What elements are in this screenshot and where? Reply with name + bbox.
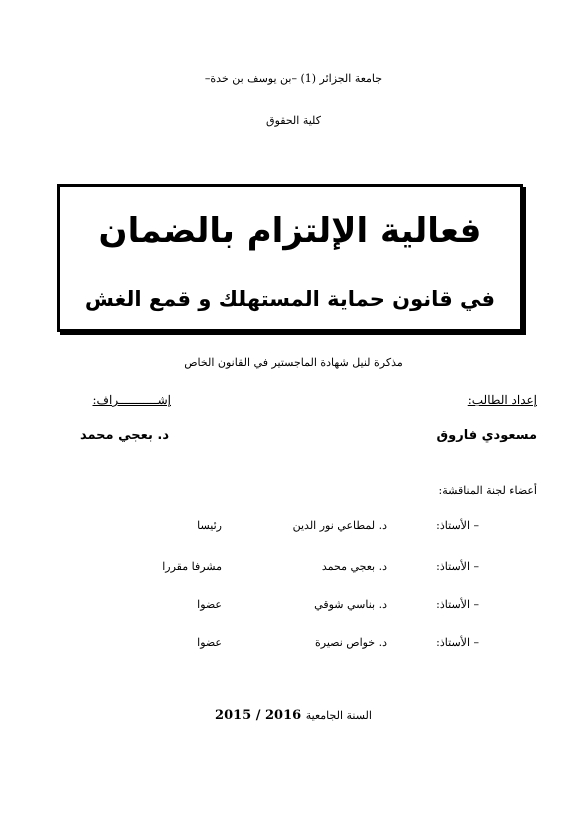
title-box bbox=[57, 184, 523, 332]
committee-title: – الأستاذ: bbox=[436, 598, 479, 611]
committee-name: د. بعجي محمد bbox=[321, 560, 387, 573]
supervision-label: إشـــــــــــراف: bbox=[92, 393, 171, 407]
committee-row bbox=[0, 598, 587, 616]
university-name: جامعة الجزائر (1) –بن يوسف بن خدة– bbox=[204, 72, 383, 85]
committee-name: د. بناسي شوقي bbox=[314, 598, 387, 611]
committee-title: – الأستاذ: bbox=[436, 519, 479, 532]
thesis-subtitle: في قانون حماية المستهلك و قمع الغش bbox=[84, 287, 496, 311]
committee-title: – الأستاذ: bbox=[436, 560, 479, 573]
committee-label: أعضاء لجنة المناقشة: bbox=[438, 484, 537, 497]
committee-row bbox=[0, 560, 587, 578]
committee-name: د. خواص نصيرة bbox=[315, 636, 387, 649]
committee-role: عضوا bbox=[197, 598, 222, 611]
faculty-name: كلية الحقوق bbox=[266, 114, 321, 127]
committee-row bbox=[0, 519, 587, 537]
committee-role: رئيسا bbox=[197, 519, 222, 532]
academic-year-label: السنة الجامعية bbox=[305, 709, 372, 722]
committee-role: مشرفا مقررا bbox=[162, 560, 222, 573]
student-name: مسعودي فاروق bbox=[436, 428, 537, 443]
academic-year bbox=[0, 708, 587, 723]
prepared-by-label: إعداد الطالب: bbox=[467, 393, 537, 407]
thesis-title: فعالية الإلتزام بالضمان bbox=[98, 211, 482, 251]
committee-row bbox=[0, 636, 587, 654]
supervisor-name: د. بعجي محمد bbox=[79, 428, 169, 443]
committee-title: – الأستاذ: bbox=[436, 636, 479, 649]
memo-description: مذكرة لنيل شهادة الماجستير في القانون الخاص bbox=[184, 356, 403, 369]
committee-name: د. لمطاعي نور الدين bbox=[292, 519, 387, 532]
committee-role: عضوا bbox=[197, 636, 222, 649]
academic-year-value: 2015 / 2016 bbox=[215, 708, 302, 723]
